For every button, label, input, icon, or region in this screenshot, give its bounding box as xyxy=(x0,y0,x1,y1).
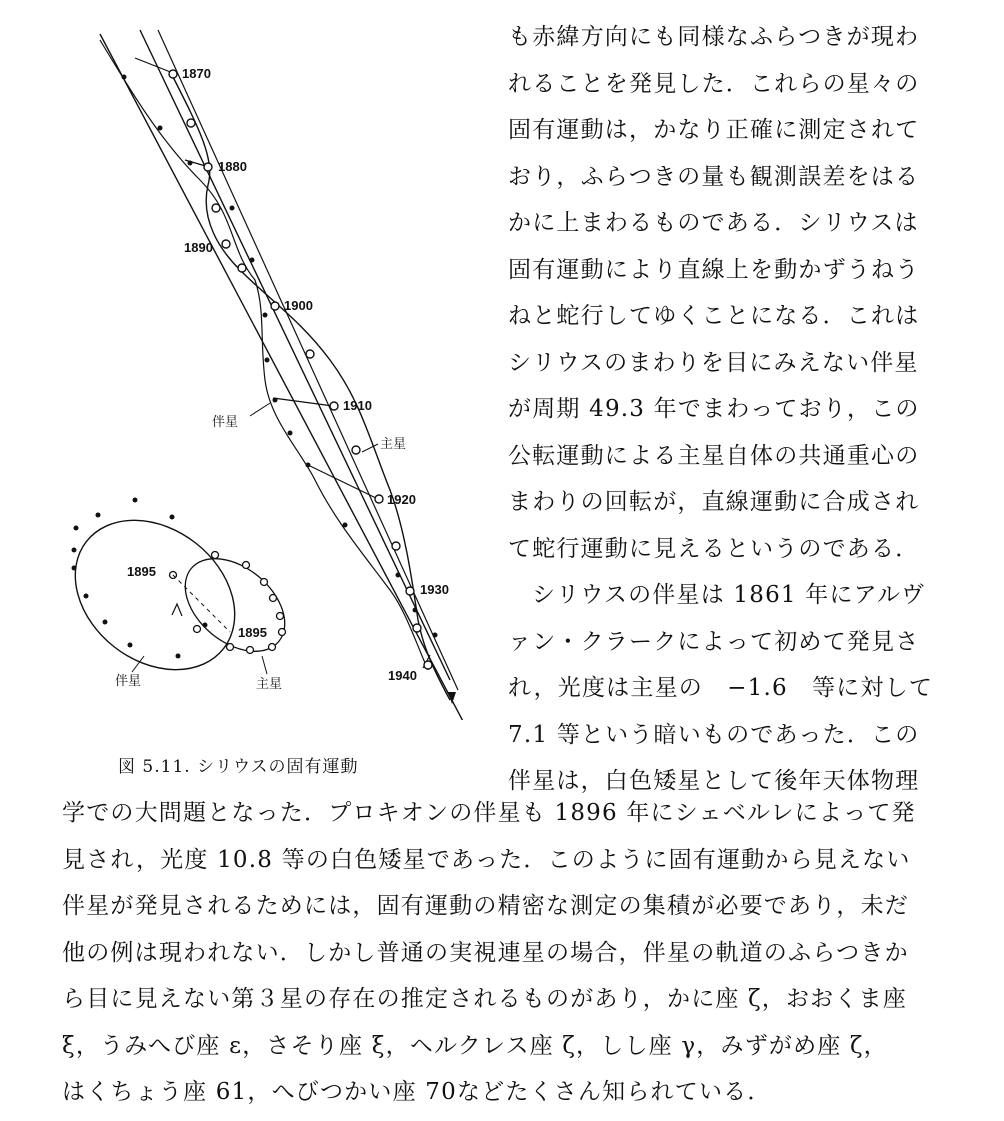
text-line: 公転運動による主星自体の共通重心の xyxy=(508,442,920,469)
primary-marker xyxy=(306,350,314,358)
orbit-circle xyxy=(277,613,284,620)
orbit-pointer-primary xyxy=(262,656,267,674)
companion-marker xyxy=(413,608,418,613)
year-label-1910: 1910 xyxy=(343,398,372,413)
sirius-proper-motion-figure xyxy=(60,20,500,720)
orbit-dot xyxy=(72,566,77,571)
primary-marker-1880 xyxy=(204,163,212,171)
text-line: ξ，うみへび座 ε，さそり座 ξ，ヘルクレス座 ζ，しし座 γ，みずがめ座 ζ， xyxy=(62,1032,888,1059)
orbit-circle xyxy=(243,562,250,569)
text-line: 固有運動により直線上を動かずうねう xyxy=(508,256,920,283)
orbit-pointer-companion xyxy=(132,656,144,672)
text-line: も赤緯方向にも同様なふらつきが現わ xyxy=(508,24,920,50)
companion-marker xyxy=(122,75,127,80)
primary-marker-1940 xyxy=(424,661,432,669)
orbit-circle xyxy=(269,644,276,651)
text-line: 伴星は，白色矮星として後年天体物理 xyxy=(508,768,920,794)
primary-marker xyxy=(212,204,220,212)
year-label-1940: 1940 xyxy=(388,668,417,683)
figure-caption: 図 5.11. シリウスの固有運動 xyxy=(118,757,359,777)
text-line: 学での大問題となった．プロキオンの伴星も 1896 年にシェベルレによって発 xyxy=(62,800,916,826)
year-label-1890: 1890 xyxy=(184,240,213,255)
label-primary-path: 主星 xyxy=(380,437,407,452)
companion-marker xyxy=(396,573,401,578)
companion-marker xyxy=(230,206,235,211)
text-line: シリウスのまわりを目にみえない伴星 xyxy=(508,349,919,376)
companion-marker xyxy=(265,358,270,363)
primary-marker-1910 xyxy=(330,402,338,410)
orbit-dot xyxy=(170,515,175,520)
orbit-circle xyxy=(279,629,286,636)
year-label-1920: 1920 xyxy=(387,492,416,507)
text-line: はくちょう座 61，へびつかい座 70などたくさん知られている． xyxy=(62,1079,772,1105)
primary-orbit-circles xyxy=(170,552,286,654)
full-width-text xyxy=(62,790,942,1116)
companion-orbit-ellipse xyxy=(60,489,264,700)
companion-marker xyxy=(273,398,278,403)
text-line: 伴星が発見されるためには，固有運動の精密な測定の集積が必要であり，未だ xyxy=(62,893,909,919)
orbit-dot xyxy=(103,620,108,625)
orbit-dot xyxy=(133,498,138,503)
text-line: 固有運動は，かなり正確に測定されて xyxy=(508,117,920,143)
orbit-arrow-icon xyxy=(172,604,182,616)
text-line: れることを発見した．これらの星々の xyxy=(508,70,920,97)
primary-marker-1900 xyxy=(271,302,279,310)
companion-marker xyxy=(343,523,348,528)
orbit-dot xyxy=(176,654,181,659)
orbit-dot xyxy=(74,526,79,531)
orbit-label-primary: 主星 xyxy=(256,677,283,692)
pointer-companion xyxy=(250,403,270,416)
year-label-1900: 1900 xyxy=(284,298,313,313)
orbit-circle xyxy=(212,552,219,559)
proper-motion-line-b xyxy=(140,30,450,680)
orbit-circle xyxy=(270,595,277,602)
companion-marker xyxy=(188,161,193,166)
text-line: ら目に見えない第３星の存在の推定されるものがあり，かに座 ζ，おおくま座 xyxy=(62,986,907,1012)
companion-marker xyxy=(288,431,293,436)
orbit-dot xyxy=(128,643,133,648)
year-label-1880: 1880 xyxy=(218,159,247,174)
primary-marker xyxy=(413,624,421,632)
primary-marker xyxy=(392,542,400,550)
primary-marker xyxy=(238,264,246,272)
text-line: 7.1 等という暗いものであった．この xyxy=(508,721,920,748)
companion-marker xyxy=(263,313,268,318)
primary-marker-1870 xyxy=(169,70,177,78)
figure-svg xyxy=(60,20,500,720)
primary-marker xyxy=(187,119,195,127)
label-companion-path: 伴星 xyxy=(212,415,239,430)
orbit-circle xyxy=(227,644,234,651)
primary-marker-1920 xyxy=(375,495,383,503)
text-line: おり，ふらつきの量も観測誤差をはる xyxy=(508,163,920,190)
text-line: れ，光度は主星の −1.6 等に対して xyxy=(508,675,934,701)
companion-marker xyxy=(250,258,255,263)
right-text-column xyxy=(508,14,938,805)
text-line: かに上まわるものである．シリウスは xyxy=(508,210,919,236)
companion-marker xyxy=(158,126,163,131)
text-line: ァン・クラークによって初めて発見さ xyxy=(508,628,920,655)
text-line: 他の例は現われない．しかし普通の実視連星の場合，伴星の軌道のふらつきか xyxy=(62,939,909,966)
text-line-paragraph-start: シリウスの伴星は 1861 年にアルヴ xyxy=(532,582,926,608)
orbit-year-label-left: 1895 xyxy=(127,564,156,579)
primary-marker xyxy=(352,446,360,454)
primary-marker-1930 xyxy=(406,587,414,595)
companion-marker xyxy=(306,463,311,468)
text-line: て蛇行運動に見えるというのである． xyxy=(508,535,920,562)
companion-marker xyxy=(433,633,438,638)
year-label-1930: 1930 xyxy=(420,582,449,597)
orbit-dot xyxy=(84,594,89,599)
orbit-circle xyxy=(261,579,268,586)
text-line: が周期 49.3 年でまわっており，この xyxy=(508,396,920,422)
primary-marker-1890 xyxy=(222,240,230,248)
orbit-label-companion: 伴星 xyxy=(115,674,142,689)
year-label-1870: 1870 xyxy=(182,66,211,81)
text-line: 見され，光度 10.8 等の白色矮星であった．このように固有運動から見えない xyxy=(62,846,911,873)
orbit-dot xyxy=(96,513,101,518)
orbit-circle xyxy=(194,626,201,633)
orbit-circle xyxy=(247,647,254,654)
orbit-dot xyxy=(72,548,77,553)
text-line: まわりの回転が，直線運動に合成され xyxy=(508,489,920,515)
primary-orbit-ellipse xyxy=(168,540,303,670)
orbit-year-label-right: 1895 xyxy=(238,625,267,640)
text-line: ねと蛇行してゆくことになる．これは xyxy=(508,303,920,329)
pair-line-1910 xyxy=(273,398,333,406)
